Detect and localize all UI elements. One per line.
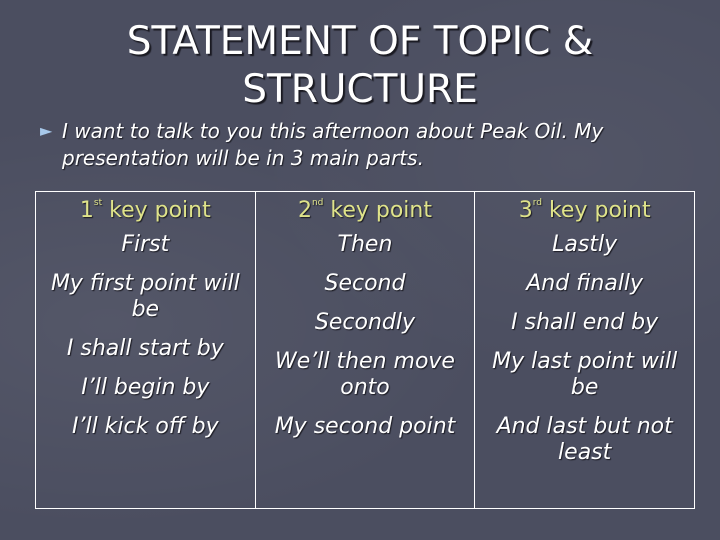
column-header-3 [475,192,695,233]
ordinal: 2 [297,198,312,223]
phrase: I’ll begin by [81,375,210,400]
phrase: Secondly [314,310,416,335]
ordinal-suffix: rd [532,198,542,208]
column-cell-2 [255,232,475,509]
column-cell-1 [36,232,256,509]
phrase: And last but not least [496,414,673,465]
table-body-row [36,232,695,509]
ordinal-suffix: nd [311,198,324,208]
ordinal-suffix: st [93,198,103,208]
phrase: We’ll then move onto [274,349,455,400]
phrase: Lastly [552,232,618,257]
phrase: My last point will be [492,349,678,400]
phrase: My second point [274,414,456,439]
phrase: I shall start by [66,336,224,361]
column-heading: key point [548,198,651,223]
column-heading: key point [109,198,211,223]
column-heading: key point [330,198,432,223]
column-header-2 [255,192,475,233]
ordinal: 1 [79,198,94,223]
slide-title: STATEMENT OF TOPIC & STRUCTURE [126,19,594,112]
table-header-row [36,192,695,233]
phrase: Second [324,271,406,296]
column-cell-3 [475,232,695,509]
phrase: My first point will be [50,271,240,322]
phrase: And finally [526,271,644,296]
phrase: I shall end by [511,310,659,335]
column-header-1 [36,192,256,233]
phrase: Then [337,232,393,257]
ordinal: 3 [518,198,533,223]
phrase: First [121,232,170,257]
key-points-table [35,191,695,509]
triangle-right-icon: ► [40,121,53,140]
bullet-item [40,118,680,172]
bullet-text: I want to talk to you this afternoon about Peak Oil. My presentation will be in 3 main parts. [62,119,604,170]
phrase: I’ll kick off by [71,414,219,439]
